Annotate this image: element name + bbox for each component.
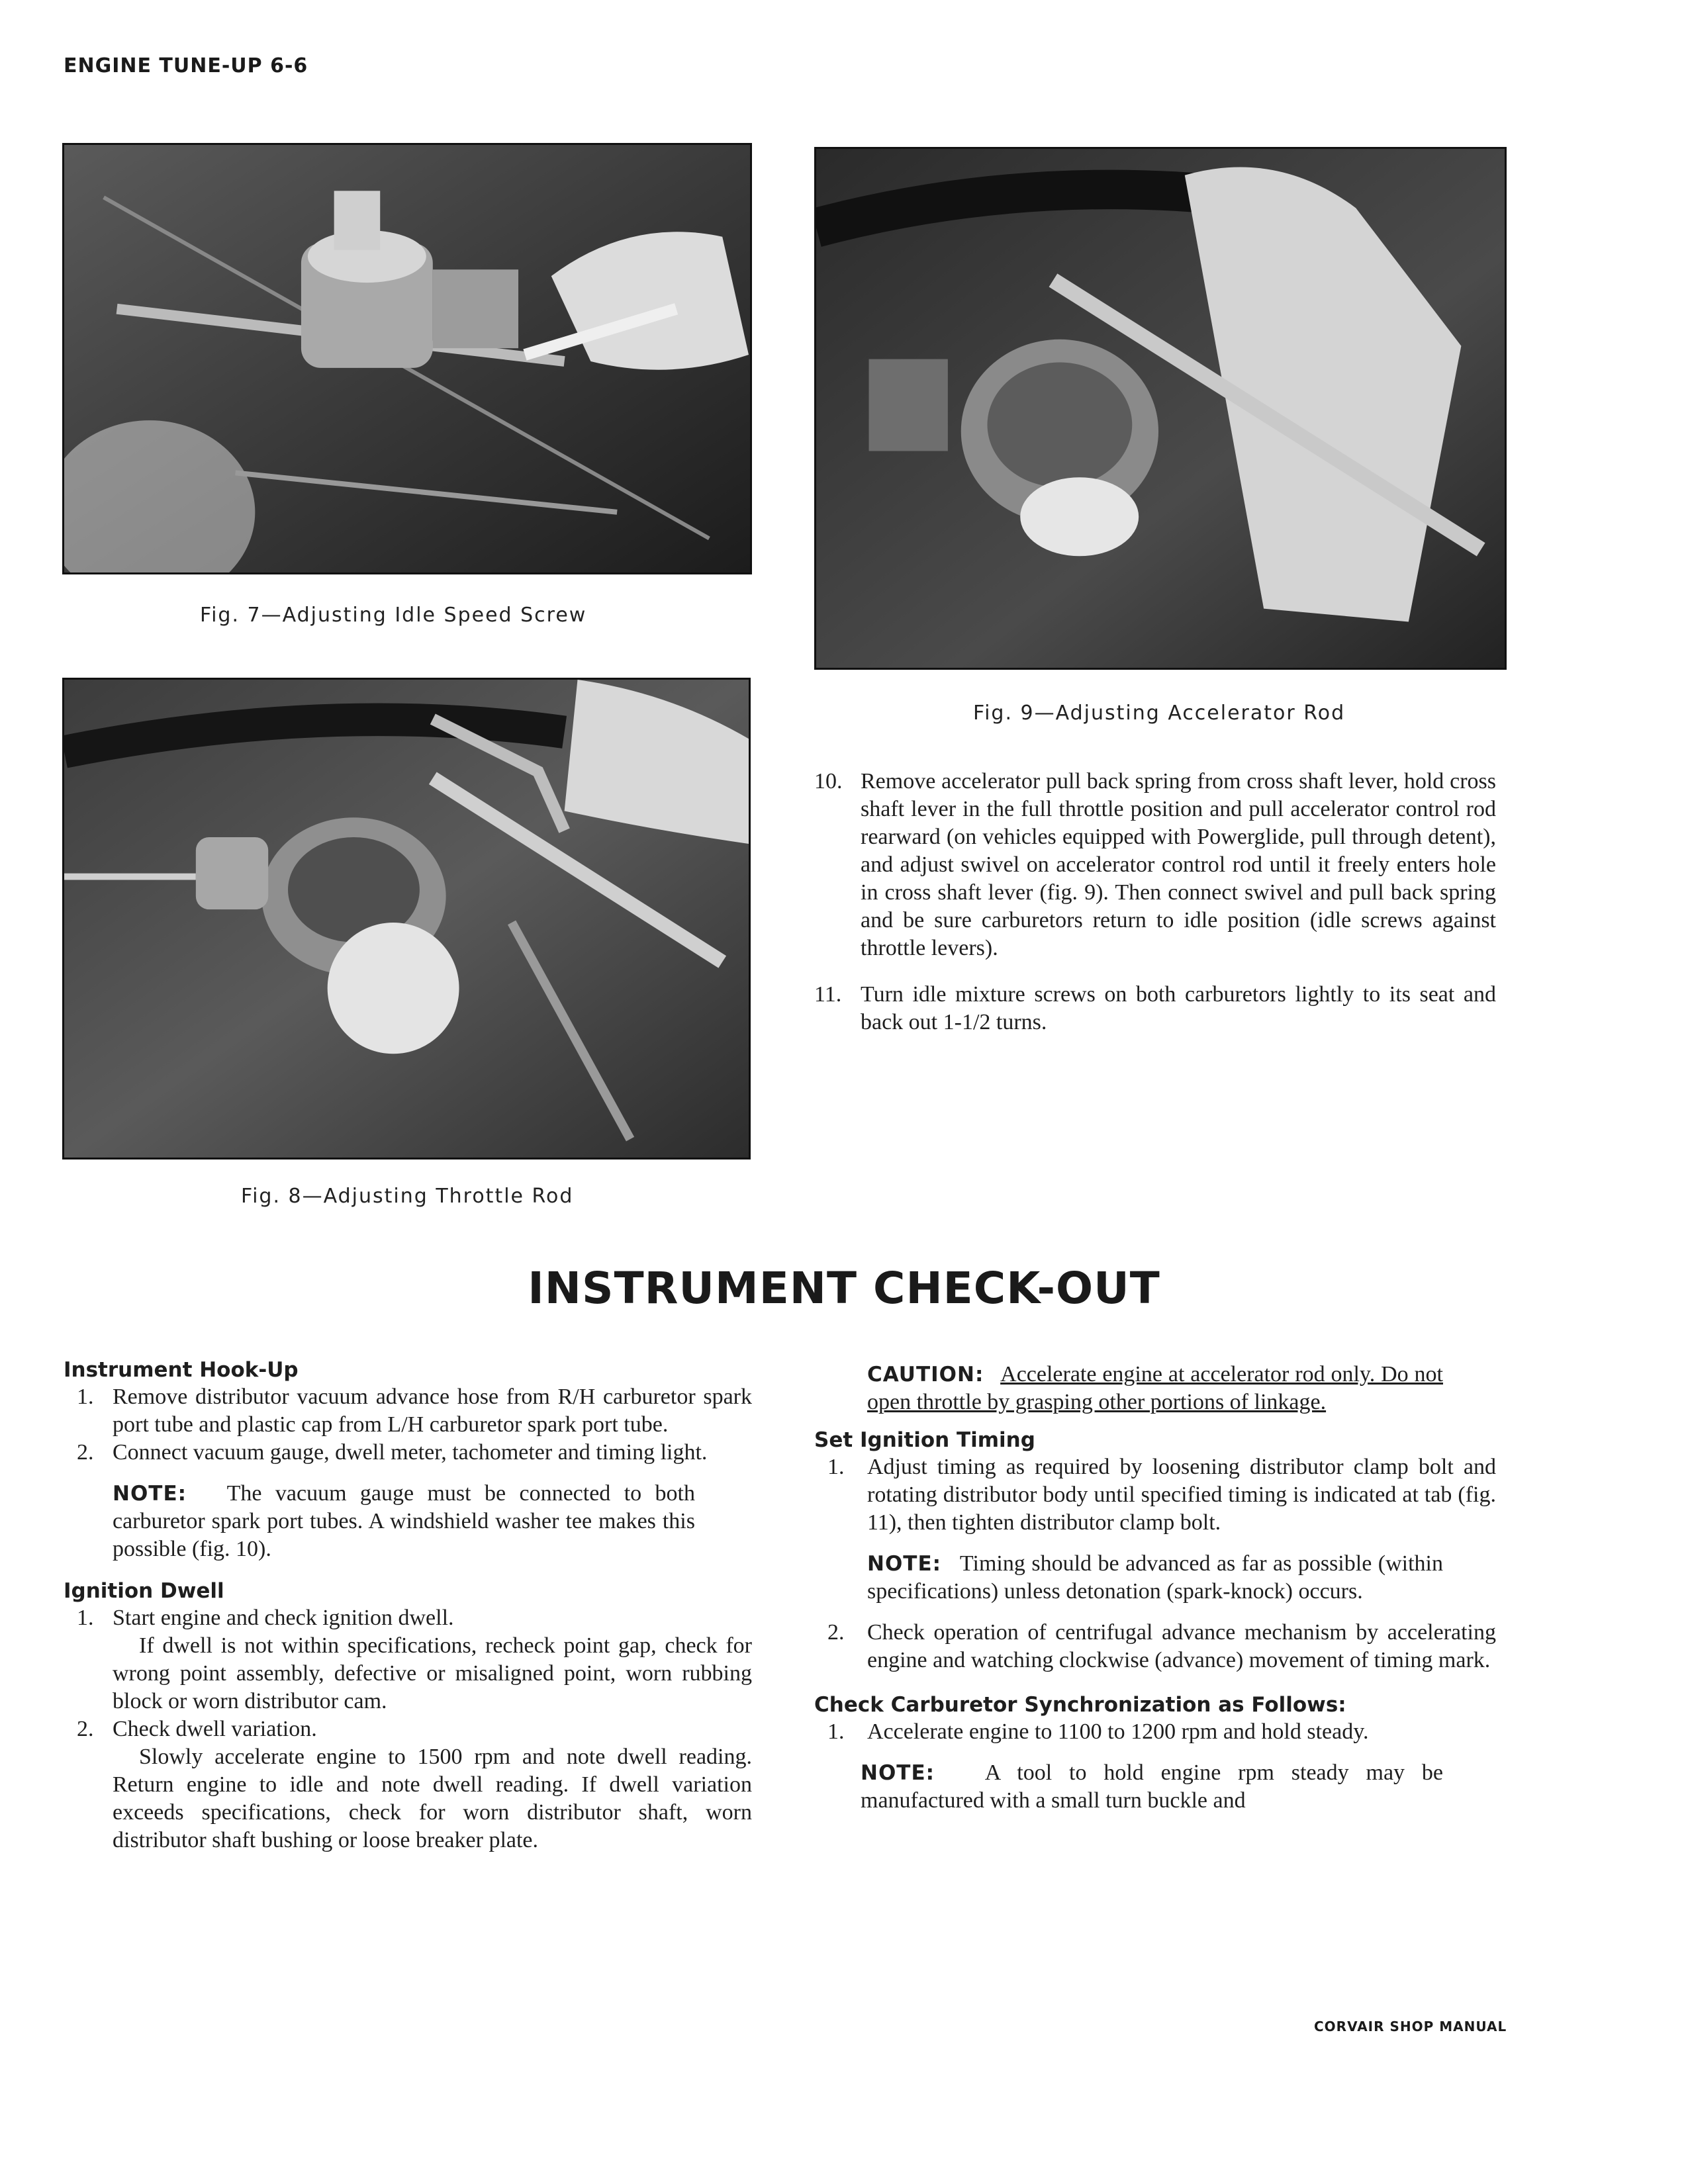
hookup-note-text: The vacuum gauge must be connected to both carburetor spark port tubes. A windshield washer tee makes this possible (fig. 10). <box>113 1481 695 1561</box>
dwell-step-1-detail: If dwell is not within specifications, recheck point gap, check for wrong point assembly, defective or misaligned point, worn rubbing block or worn distributor cam. <box>113 1633 752 1713</box>
step-10-number: 10. <box>814 769 843 794</box>
figure-9-caption: Fig. 9—Adjusting Accelerator Rod <box>973 702 1346 725</box>
right-top-text <box>814 768 1496 1036</box>
running-foot: CORVAIR SHOP MANUAL <box>1314 2019 1507 2034</box>
timing-note-text: Timing should be advanced as far as possible (within specifications) unless detonation (spark-knock) occurs. <box>867 1551 1443 1604</box>
hookup-step-1-text: Remove distributor vacuum advance hose from R/H carburetor spark port tube and plastic cap from L/H carburetor spark port tube. <box>113 1385 752 1437</box>
caution-text: Accelerate engine at accelerator rod only. Do not open throttle by grasping other portions of linkage. <box>867 1362 1443 1414</box>
timing-step-2-text: Check operation of centrifugal advance mechanism by accelerating engine and watching clockwise (advance) movement of timing mark. <box>867 1620 1496 1672</box>
step-11 <box>814 981 1496 1036</box>
right-column <box>814 1361 1496 1815</box>
caution-label: CAUTION: <box>867 1363 984 1387</box>
sync-note-text: A tool to hold engine rpm steady may be manufactured with a small turn buckle and <box>861 1760 1443 1813</box>
sync-step-1-number: 1. <box>827 1719 845 1744</box>
caution-block <box>867 1361 1443 1416</box>
figure-8-caption: Fig. 8—Adjusting Throttle Rod <box>241 1185 574 1208</box>
dwell-step-2-detail: Slowly accelerate engine to 1500 rpm and note dwell reading. Return engine to idle and note dwell reading. If dwell variation exceeds specifications, check for worn distributor shaft, worn distributor shaft bushing or loose breaker plate. <box>113 1745 752 1852</box>
dwell-step-1 <box>64 1604 752 1715</box>
left-column <box>64 1357 752 1854</box>
dwell-step-1-number: 1. <box>77 1606 94 1630</box>
figure-9-photo <box>814 147 1507 670</box>
instrument-hookup-heading: Instrument Hook-Up <box>64 1358 299 1382</box>
hookup-step-2-number: 2. <box>77 1440 94 1465</box>
sync-step-1 <box>814 1718 1496 1746</box>
figure-7-caption: Fig. 7—Adjusting Idle Speed Screw <box>200 604 587 627</box>
sync-note-label: NOTE: <box>861 1761 935 1785</box>
hookup-step-2 <box>64 1439 752 1467</box>
running-head: ENGINE TUNE-UP 6-6 <box>64 54 308 77</box>
dwell-step-2-text: Check dwell variation. <box>113 1717 317 1741</box>
sync-step-1-text: Accelerate engine to 1100 to 1200 rpm and hold steady. <box>867 1719 1369 1744</box>
hookup-step-1-number: 1. <box>77 1385 94 1409</box>
timing-note-label: NOTE: <box>867 1552 942 1576</box>
hookup-note <box>113 1480 695 1563</box>
sync-note <box>861 1759 1443 1815</box>
timing-step-1 <box>814 1453 1496 1537</box>
step-10 <box>814 768 1496 962</box>
step-11-number: 11. <box>814 982 842 1007</box>
hookup-step-1 <box>64 1383 752 1439</box>
timing-step-1-text: Adjust timing as required by loosening distributor clamp bolt and rotating distributor body until specified timing is indicated at tab (fig. 11), then tighten distributor clamp bolt. <box>867 1455 1496 1535</box>
set-ignition-timing-heading: Set Ignition Timing <box>814 1428 1035 1452</box>
step-11-text: Turn idle mixture screws on both carburetors lightly to its seat and back out 1-1/2 turns. <box>861 982 1496 1034</box>
dwell-step-2-number: 2. <box>77 1717 94 1741</box>
timing-note <box>867 1550 1443 1606</box>
hookup-note-label: NOTE: <box>113 1482 187 1506</box>
ignition-dwell-heading: Ignition Dwell <box>64 1579 224 1603</box>
section-title: INSTRUMENT CHECK-OUT <box>528 1263 1160 1314</box>
timing-step-1-number: 1. <box>827 1455 845 1479</box>
hookup-step-2-text: Connect vacuum gauge, dwell meter, tachometer and timing light. <box>113 1440 708 1465</box>
carburetor-sync-heading: Check Carburetor Synchronization as Follows: <box>814 1693 1346 1717</box>
dwell-step-2 <box>64 1715 752 1854</box>
figure-7-photo <box>62 143 752 574</box>
dwell-step-1-text: Start engine and check ignition dwell. <box>113 1606 454 1630</box>
figure-8-photo <box>62 678 751 1160</box>
step-10-text: Remove accelerator pull back spring from cross shaft lever, hold cross shaft lever in the full throttle position and pull accelerator control rod rearward (on vehicles equipped with Powerglide, pull through detent), and adjust swivel on accelerator control rod until it freely enters hole in cross shaft lever (fig. 9). Then connect swivel and pull back spring and be sure carburetors return to idle position (idle screws against throttle levers). <box>861 769 1496 960</box>
timing-step-2 <box>814 1619 1496 1674</box>
timing-step-2-number: 2. <box>827 1620 845 1645</box>
